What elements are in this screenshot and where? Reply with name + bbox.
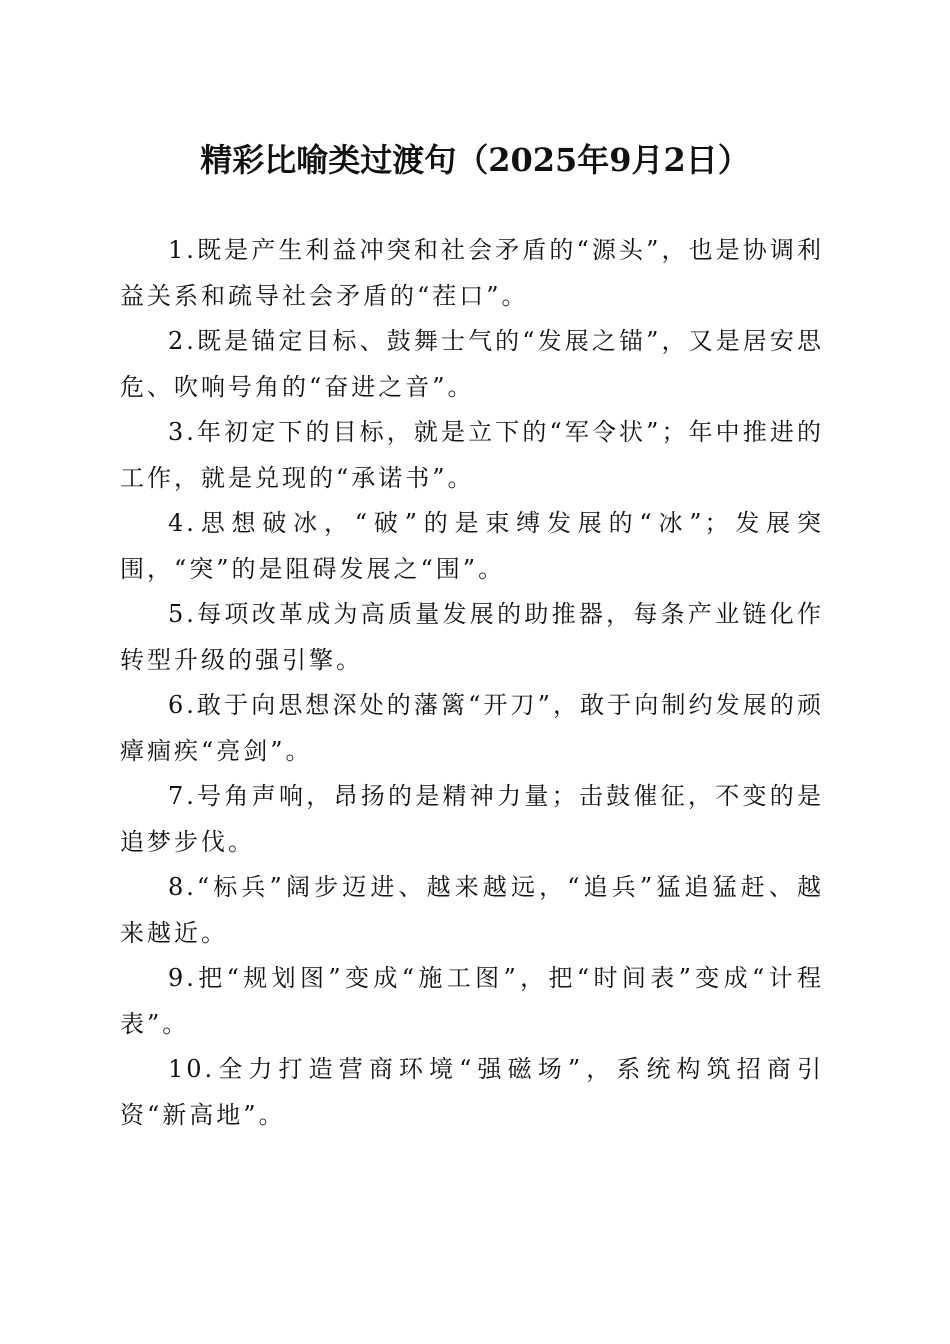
paragraph-7: 7.号角声响，昂扬的是精神力量；击鼓催征，不变的是追梦步伐。 (120, 782, 824, 856)
paragraph-3: 3.年初定下的目标，就是立下的“军令状”；年中推进的工作，就是兑现的“承诺书”。 (120, 418, 824, 492)
paragraph-8: 8.“标兵”阔步迈进、越来越远，“追兵”猛追猛赶、越来越近。 (120, 873, 824, 947)
paragraph-5: 5.每项改革成为高质量发展的助推器，每条产业链化作转型升级的强引擎。 (120, 600, 824, 674)
paragraph-9: 9.把“规划图”变成“施工图”，把“时间表”变成“计程表”。 (120, 964, 824, 1038)
paragraph-6: 6.敢于向思想深处的藩篱“开刀”，敢于向制约发展的顽瘴痼疾“亮剑”。 (120, 691, 824, 765)
document-body (120, 228, 824, 1138)
paragraph-4: 4.思想破冰，“破”的是束缚发展的“冰”；发展突围，“突”的是阻碍发展之“围”。 (120, 509, 824, 583)
paragraph-2: 2.既是锚定目标、鼓舞士气的“发展之锚”，又是居安思危、吹响号角的“奋进之音”。 (120, 327, 824, 401)
document-title: 精彩比喻类过渡句（2025年9月2日） (200, 141, 750, 179)
paragraph-1: 1.既是产生利益冲突和社会矛盾的“源头”，也是协调利益关系和疏导社会矛盾的“茬口”。 (120, 236, 824, 310)
paragraph-10: 10.全力打造营商环境“强磁场”，系统构筑招商引资“新高地”。 (120, 1055, 824, 1129)
